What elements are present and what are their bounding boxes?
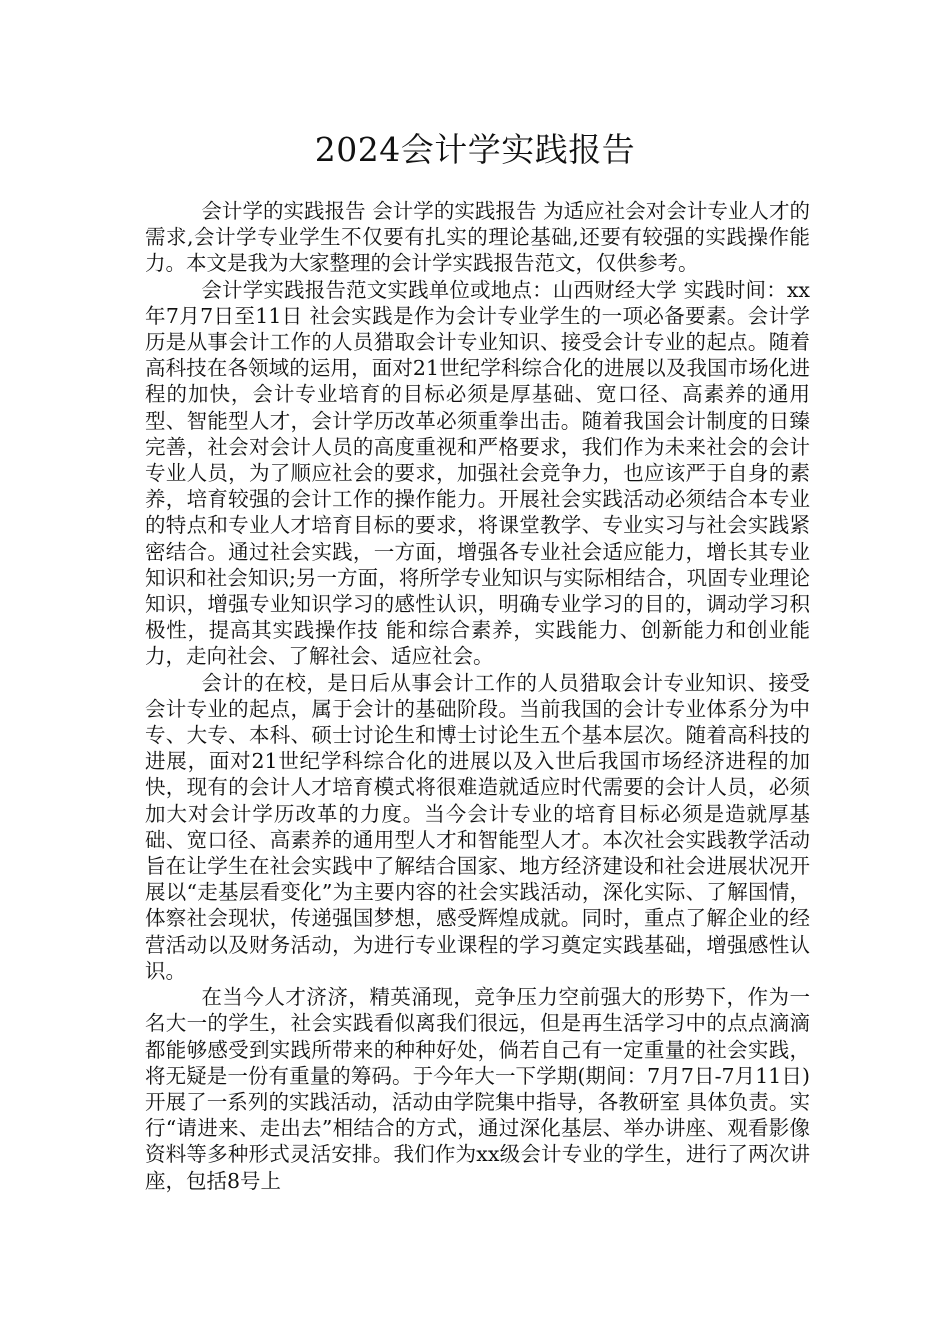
paragraph-accounting-education: 会计的在校，是日后从事会计工作的人员猎取会计专业知识、接受会计专业的起点，属于会计的基础阶段。当前我国的会计专业体系分为中专、大专、本科、硕士讨论生和博士讨论生五个基本层次。随着高科技的进展，面对21世纪学科综合化的进展以及入世后我国市场经济进程的加快，现有的会计人才培育模式将很难造就适应时代需要的会计人员，必须加大对会计学历改革的力度。当今会计专业的培育目标必须是造就厚基础、宽口径、高素养的通用型人才和智能型人才。本次社会实践教学活动旨在让学生在社会实践中了解结合国家、地方经济建设和社会进展状况开展以“走基层看变化”为主要内容的社会实践活动，深化实际、了解国情，体察社会现状，传递强国梦想，感受辉煌成就。同时，重点了解企业的经营活动以及财务活动，为进行专业课程的学习奠定实践基础，增强感性认识。 <box>145 670 810 983</box>
paragraph-practice-activities: 在当今人才济济，精英涌现，竞争压力空前强大的形势下，作为一名大一的学生，社会实践看似离我们很远，但是再生活学习中的点点滴滴都能够感受到实践所带来的种种好处，倘若自己有一定重量的社会实践，将无疑是一份有重量的筹码。于今年大一下学期(期间：7月7日-7月11日)开展了一系列的实践活动，活动由学院集中指导，各教研室 具体负责。实行“请进来、走出去”相结合的方式，通过深化基层、举办讲座、观看影像资料等多种形式灵活安排。我们作为xx级会计专业的学生，进行了两次讲座，包括8号上 <box>145 985 810 1193</box>
document-title: 2024会计学实践报告 <box>314 130 636 169</box>
paragraph-intro: 会计学的实践报告 会计学的实践报告 为适应社会对会计专业人才的需求,会计学专业学生不仅要有扎实的理论基础,还要有较强的实践操作能力。本文是我为大家整理的会计学实践报告范文，仅供参考。 <box>145 199 810 276</box>
paragraph-practice-unit: 会计学实践报告范文实践单位或地点：山西财经大学 实践时间：xx年7月7日至11日 社会实践是作为会计专业学生的一项必备要素。会计学历是从事会计工作的人员猎取会计专业知识、接受会计专业的起点。随着高科技在各领域的运用，面对21世纪学科综合化的进展以及我国市场化进程的加快，会计专业培育的目标必须是厚基础、宽口径、高素养的通用型、智能型人才，会计学历改革必须重拳出击。随着我国会计制度的日臻完善，社会对会计人员的高度重视和严格要求，我们作为未来社会的会计专业人员，为了顺应社会的要求，加强社会竞争力，也应该严于自身的素养，培育较强的会计工作的操作能力。开展社会实践活动必须结合本专业的特点和专业人才培育目标的要求，将课堂教学、专业实习与社会实践紧密结合。通过社会实践，一方面，增强各专业社会适应能力，增长其专业知识和社会知识;另一方面，将所学专业知识与实际相结合，巩固专业理论知识，增强专业知识学习的感性认识，明确专业学习的目的，调动学习积极性，提高其实践操作技 能和综合素养，实践能力、创新能力和创业能力，走向社会、了解社会、适应社会。 <box>145 277 810 669</box>
document-body <box>145 198 810 1194</box>
